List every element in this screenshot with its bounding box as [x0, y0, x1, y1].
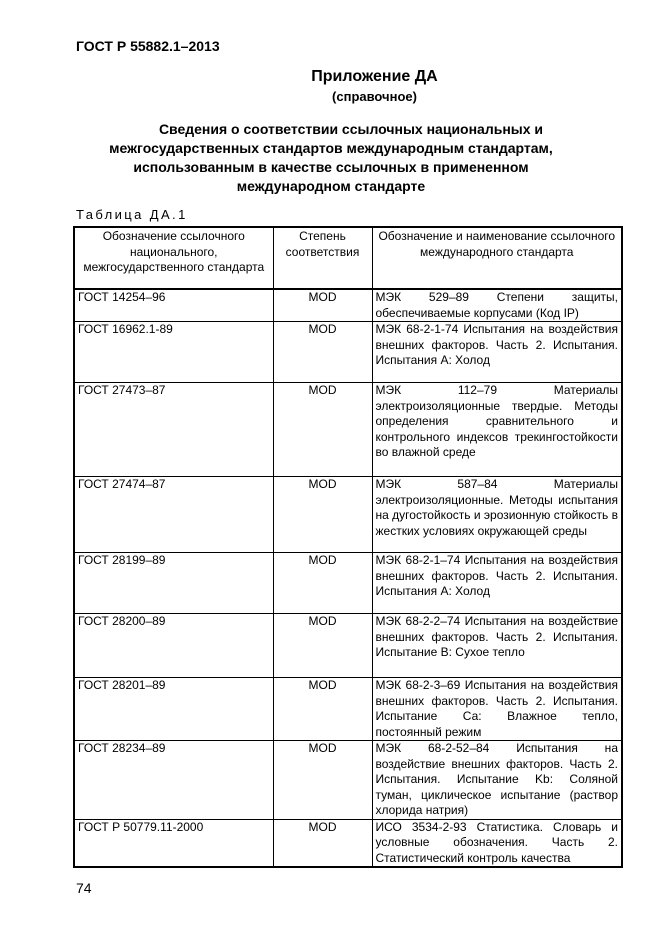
column-header-national: Обозначение ссылочного национального, межгосударственного стандарта [74, 227, 273, 289]
cell-national: ГОСТ 28199–89 [74, 553, 273, 614]
cell-international: МЭК 68-2-3–69 Испытания на воздействия внешних факторов. Часть 2. Испытания. Испытание Са: Влажное тепло, постоянный режим [372, 678, 622, 741]
table-row [74, 383, 622, 477]
table-header-row [74, 227, 622, 289]
cell-international: МЭК 587–84 Материалы электроизоляционные. Методы испытания на дугостойкость и эрозионную стойкость в жестких условиях окружающей среды [372, 477, 622, 553]
table-row [74, 322, 622, 383]
cell-international: ИСО 3534-2-93 Статистика. Словарь и условные обозначения. Часть 2. Статистический контроль качества [372, 819, 622, 867]
table-row [74, 553, 622, 614]
cell-international: МЭК 68-2-52–84 Испытания на воздействие внешних факторов. Часть 2. Испытания. Испытание Kb: Соляной туман, циклическое испытание (раствор хлорида натрия) [372, 741, 622, 820]
appendix-title: Приложение ДА [311, 68, 438, 85]
cell-degree: MOD [273, 678, 372, 741]
cell-degree: MOD [273, 741, 372, 820]
cell-degree: MOD [273, 322, 372, 383]
section-title [96, 120, 566, 196]
cell-national: ГОСТ 28201–89 [74, 678, 273, 741]
cell-degree: MOD [273, 477, 372, 553]
cell-national: ГОСТ 27473–87 [74, 383, 273, 477]
table-row [74, 477, 622, 553]
table-row [74, 678, 622, 741]
cell-degree: MOD [273, 819, 372, 867]
page-number: 74 [76, 880, 92, 896]
table-caption: Таблица ДА.1 [76, 207, 188, 222]
cell-degree: MOD [273, 553, 372, 614]
cell-national: ГОСТ 28234–89 [74, 741, 273, 820]
cell-national: ГОСТ 27474–87 [74, 477, 273, 553]
cell-international: МЭК 68-2-1-74 Испытания на воздействия внешних факторов. Часть 2. Испытания. Испытания А: Холод [372, 322, 622, 383]
cell-national: ГОСТ Р 50779.11-2000 [74, 819, 273, 867]
standards-table [73, 226, 623, 868]
table-row [74, 289, 622, 322]
cell-degree: MOD [273, 383, 372, 477]
section-title-line1: Сведения о соответствии ссылочных национальных и [158, 121, 544, 137]
cell-national: ГОСТ 16962.1-89 [74, 322, 273, 383]
cell-national: ГОСТ 28200–89 [74, 614, 273, 678]
column-header-degree: Степень соответствия [273, 227, 372, 289]
table-row [74, 741, 622, 820]
section-title-rest: межгосударственных стандартов международным стандартам, использованным в качестве ссылочных в примененном международном стандарте [109, 140, 553, 194]
table-row [74, 819, 622, 867]
appendix-subtitle: (справочное) [332, 89, 417, 104]
cell-international: МЭК 68-2-2–74 Испытания на воздействие внешних факторов. Часть 2. Испытания. Испытание В: Сухое тепло [372, 614, 622, 678]
cell-degree: MOD [273, 614, 372, 678]
table-row [74, 614, 622, 678]
cell-international: МЭК 529–89 Степени защиты, обеспечиваемые корпусами (Код IP) [372, 289, 622, 322]
document-id: ГОСТ Р 55882.1–2013 [76, 38, 220, 54]
cell-degree: MOD [273, 289, 372, 322]
cell-national: ГОСТ 14254–96 [74, 289, 273, 322]
cell-international: МЭК 112–79 Материалы электроизоляционные твердые. Методы определения сравнительного и контрольного индексов трекингостойкости во влажной среде [372, 383, 622, 477]
column-header-international: Обозначение и наименование ссылочного международного стандарта [372, 227, 622, 289]
cell-international: МЭК 68-2-1–74 Испытания на воздействия внешних факторов. Часть 2. Испытания. Испытания А: Холод [372, 553, 622, 614]
